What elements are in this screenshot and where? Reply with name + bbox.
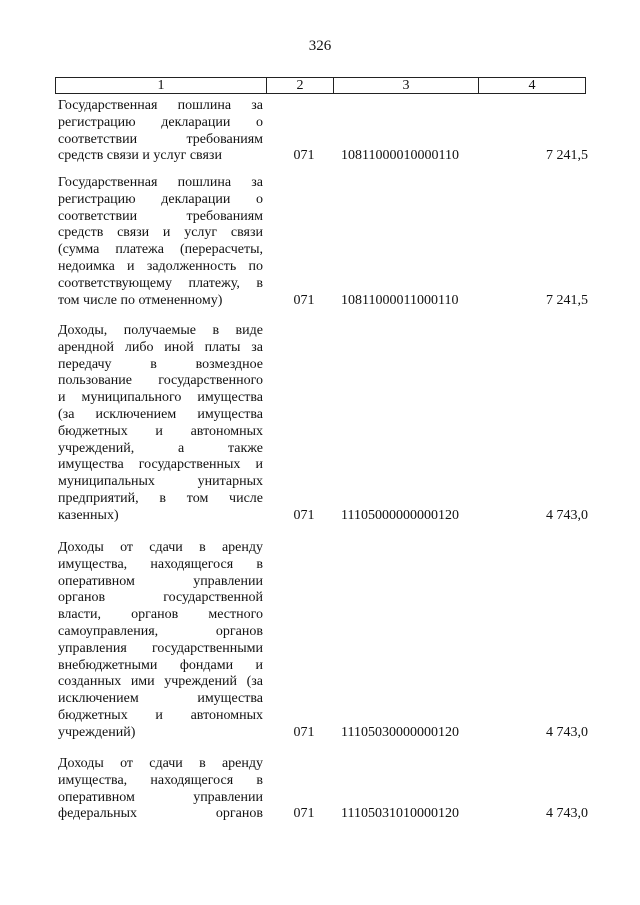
description-line: оперативном управлении xyxy=(58,573,263,589)
description-line: том числе по отмененному) xyxy=(58,292,223,308)
description-line: имущества, находящегося в xyxy=(58,556,263,572)
description-line: арендной либо иной платы за xyxy=(58,339,263,355)
description-line: созданных ими учреждений (за xyxy=(58,674,263,690)
table-row xyxy=(58,756,588,823)
admin-code: 071 xyxy=(293,148,315,164)
description-line: Доходы от сдачи в аренду xyxy=(58,540,263,555)
description-line: предприятий, в том числе xyxy=(58,490,263,506)
description-line: Доходы от сдачи в аренду xyxy=(58,756,263,771)
description-line: исключением имущества xyxy=(58,691,263,707)
description-line: (за исключением имущества xyxy=(58,406,263,422)
admin-code: 071 xyxy=(293,806,315,822)
amount: 7 241,5 xyxy=(546,292,588,308)
admin-code: 071 xyxy=(293,724,315,740)
budget-code: 11105031010000120 xyxy=(341,806,459,822)
description-line: оперативном управлении xyxy=(58,789,263,805)
description-line: передачу в возмездное xyxy=(58,356,263,372)
row-description xyxy=(58,98,263,165)
description-line: федеральных органов xyxy=(58,806,263,822)
description-line: самоуправления, органов xyxy=(58,623,263,639)
row-description xyxy=(58,175,263,309)
description-line: соответствии требованиям xyxy=(58,208,263,224)
budget-code: 11105030000000120 xyxy=(341,724,459,740)
column-header-4: 4 xyxy=(528,78,536,93)
description-line: регистрацию декларации о xyxy=(58,191,263,207)
column-header-1: 1 xyxy=(56,78,267,93)
description-line: власти, органов местного xyxy=(58,607,263,623)
description-line: (сумма платежа (перерасчеты, xyxy=(58,242,263,258)
description-line: Государственная пошлина за xyxy=(58,98,263,113)
budget-code: 11105000000000120 xyxy=(341,507,459,523)
description-line: муниципальных унитарных xyxy=(58,474,263,490)
description-line: учреждений, а также xyxy=(58,440,263,456)
description-line: бюджетных и автономных xyxy=(58,423,263,439)
description-line: средств связи и услуг связи xyxy=(58,148,222,164)
column-header-2: 2 xyxy=(267,78,334,93)
amount: 4 743,0 xyxy=(546,507,588,523)
description-line: пользование государственного xyxy=(58,373,263,389)
column-header-3: 3 xyxy=(334,78,479,93)
description-line: недоимка и задолженность по xyxy=(58,258,263,274)
row-description xyxy=(58,540,263,742)
row-description xyxy=(58,323,263,525)
description-line: и муниципального имущества xyxy=(58,390,263,406)
description-line: средств связи и услуг связи xyxy=(58,225,263,241)
description-line: Доходы, получаемые в виде xyxy=(58,323,263,338)
amount: 4 743,0 xyxy=(546,806,588,822)
description-line: учреждений) xyxy=(58,724,136,740)
description-line: внебюджетными фондами и xyxy=(58,657,263,673)
amount: 4 743,0 xyxy=(546,724,588,740)
page-number: 326 xyxy=(308,38,332,54)
table-row xyxy=(58,323,588,525)
amount: 7 241,5 xyxy=(546,148,588,164)
description-line: имущества, находящегося в xyxy=(58,772,263,788)
description-line: Государственная пошлина за xyxy=(58,175,263,190)
admin-code: 071 xyxy=(293,292,315,308)
description-line: соответствующему платежу, в xyxy=(58,275,263,291)
description-line: регистрацию декларации о xyxy=(58,114,263,130)
budget-code: 10811000010000110 xyxy=(341,148,459,164)
admin-code: 071 xyxy=(293,507,315,523)
description-line: соответствии требованиям xyxy=(58,131,263,147)
table-header xyxy=(55,77,586,94)
description-line: управления государственными xyxy=(58,640,263,656)
table-row xyxy=(58,98,588,165)
table-row xyxy=(58,175,588,309)
description-line: органов государственной xyxy=(58,590,263,606)
description-line: имущества государственных и xyxy=(58,457,263,473)
table-row xyxy=(58,540,588,742)
budget-code: 10811000011000110 xyxy=(341,292,459,308)
description-line: бюджетных и автономных xyxy=(58,707,263,723)
row-description xyxy=(58,756,263,823)
description-line: казенных) xyxy=(58,507,119,523)
